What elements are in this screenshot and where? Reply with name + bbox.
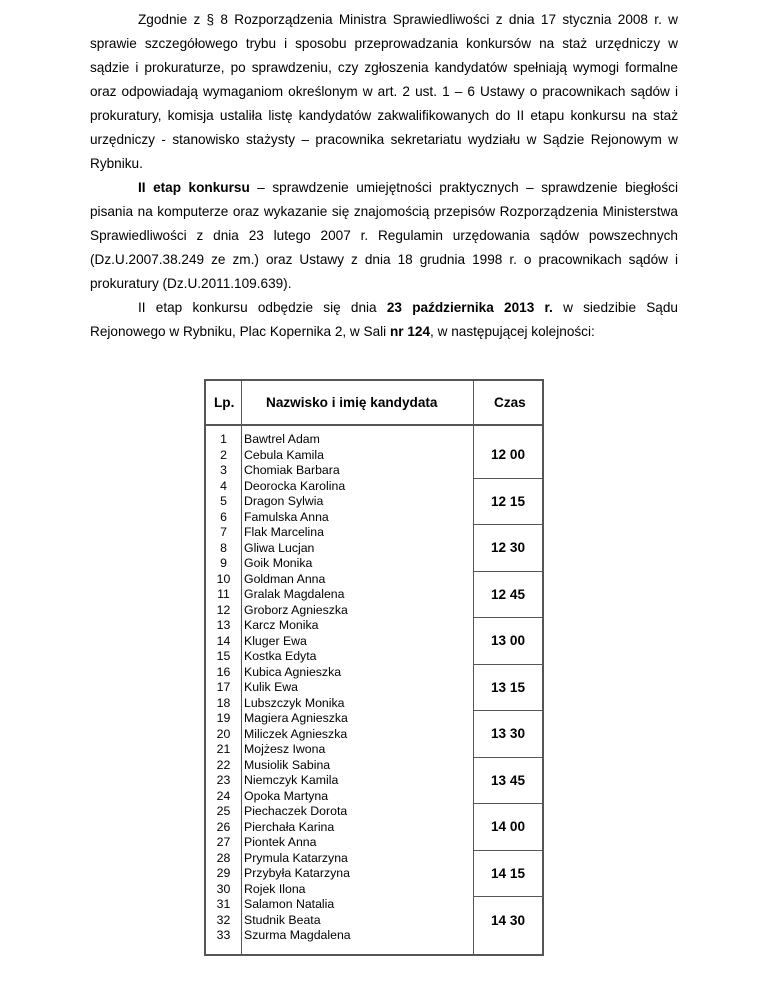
row-number: 20 [216, 726, 231, 741]
candidate-name: Bawtrel Adam [244, 432, 320, 446]
candidate-name: Chomiak Barbara [244, 463, 340, 477]
candidate-name: Rojek Ilona [244, 881, 306, 896]
candidate-name: Karcz Monika [244, 618, 319, 632]
row-number: 32 [216, 912, 231, 927]
candidate-name: Deorocka Karolina [244, 478, 346, 493]
candidate-name: Flak Marcelina [244, 525, 324, 539]
candidate-name: Niemczyk Kamila [244, 773, 339, 787]
row-number: 27 [216, 835, 231, 849]
candidate-name: Kulik Ewa [244, 680, 298, 694]
row-number: 13 [216, 618, 231, 632]
candidate-name: Lubszczyk Monika [244, 695, 345, 710]
candidate-name: Piechaczek Dorota [244, 804, 348, 818]
room-number: nr 124 [389, 324, 431, 339]
paragraph-3-part-a: II etap konkursu odbędzie się dnia [138, 300, 387, 315]
header-lp: Lp. [214, 395, 235, 410]
candidate-table [204, 379, 544, 956]
row-number: 18 [216, 695, 231, 710]
row-number: 28 [216, 850, 231, 865]
candidate-name: Magiera Agnieszka [244, 711, 348, 725]
header-time: Czas [494, 395, 526, 410]
row-number: 12 [216, 602, 231, 617]
time-slot: 13 15 [474, 665, 542, 712]
row-number: 16 [216, 664, 231, 679]
row-number: 24 [216, 788, 231, 803]
row-number: 19 [216, 711, 231, 725]
candidate-name: Goldman Anna [244, 571, 326, 586]
time-slot: 12 45 [474, 572, 542, 619]
row-number: 23 [216, 773, 231, 787]
time-slot: 14 15 [474, 851, 542, 898]
candidate-name: Pierchała Karina [244, 819, 335, 834]
intro-text [90, 8, 678, 344]
row-number: 21 [216, 742, 231, 756]
candidate-name: Groborz Agnieszka [244, 602, 348, 617]
row-number: 5 [220, 494, 227, 508]
paragraph-3-part-c: , w następującej kolejności: [430, 324, 595, 339]
candidate-name: Gralak Magdalena [244, 587, 345, 601]
candidate-name: Famulska Anna [244, 509, 329, 524]
column-divider-1 [241, 381, 242, 954]
row-number: 26 [216, 819, 231, 834]
stage-label: II etap konkursu [138, 180, 250, 195]
row-number: 6 [220, 509, 227, 524]
table-header [206, 381, 542, 426]
paragraph-2 [90, 176, 678, 296]
row-number: 11 [217, 587, 230, 601]
row-number: 7 [220, 525, 227, 539]
candidate-name: Kostka Edyta [244, 649, 317, 663]
paragraph-3-part-b: w siedzibie Sądu Rejonowego w Rybniku, Plac Kopernika 2, w Sali [90, 300, 678, 339]
time-slot: 12 00 [474, 432, 542, 479]
row-number: 4 [220, 478, 227, 493]
row-number: 25 [216, 804, 231, 818]
header-name: Nazwisko i imię kandydata [266, 395, 438, 410]
candidate-name: Szurma Magdalena [244, 928, 351, 942]
paragraph-3 [90, 296, 678, 344]
row-number: 14 [216, 633, 231, 648]
row-number: 2 [220, 447, 227, 462]
candidate-name: Piontek Anna [244, 835, 317, 849]
candidate-name: Cebula Kamila [244, 447, 324, 462]
candidate-name: Przybyła Katarzyna [244, 866, 350, 880]
row-number: 30 [216, 881, 231, 896]
lp-column [206, 432, 241, 944]
candidate-name: Studnik Beata [244, 912, 321, 927]
candidate-name: Opoka Martyna [244, 788, 329, 803]
candidate-name: Miliczek Agnieszka [244, 726, 348, 741]
row-number: 8 [220, 540, 227, 555]
paragraph-1: Zgodnie z § 8 Rozporządzenia Ministra Sprawiedliwości z dnia 17 stycznia 2008 r. w sprawie szczegółowego trybu i sposobu przeprowadzania konkursów na staż urzędniczy w sądzie i prokuraturze, po sprawdzeniu, czy zgłoszenia kandydatów spełniają wymogi formalne oraz odpowiadają wymaganiom określonym w art. 2 ust. 1 – 6 Ustawy o pracownikach sądów i prokuratury, komisja ustaliła listę kandydatów zakwalifikowanych do II etapu konkursu na staż urzędniczy - stanowisko stażysty – pracownika sekretariatu wydziału w Sądzie Rejonowym w Rybniku. [90, 12, 678, 171]
candidate-name: Salamon Natalia [244, 897, 335, 911]
candidate-name: Goik Monika [244, 556, 313, 570]
row-number: 1 [220, 432, 227, 446]
name-column [244, 432, 474, 944]
candidate-name: Prymula Katarzyna [244, 850, 348, 865]
time-slot: 14 00 [474, 804, 542, 851]
row-number: 22 [216, 757, 231, 772]
row-number: 15 [216, 649, 231, 663]
candidate-name: Kubica Agnieszka [244, 664, 342, 679]
row-number: 3 [220, 463, 227, 477]
time-slot: 13 30 [474, 711, 542, 758]
candidate-name: Mojżesz Iwona [244, 742, 326, 756]
row-number: 17 [216, 680, 231, 694]
candidate-name: Gliwa Lucjan [244, 540, 315, 555]
time-slot: 12 15 [474, 479, 542, 526]
row-number: 29 [216, 866, 231, 880]
time-slot: 13 45 [474, 758, 542, 805]
time-slot: 12 30 [474, 525, 542, 572]
stage-description: – sprawdzenie umiejętności praktycznych – sprawdzenie biegłości pisania na komputerze oraz wykazanie się znajomością przepisów Rozporządzenia Ministerstwa Sprawiedliwości z dnia 23 lutego 2007 r. Regulamin urzędowania sądów powszechnych (Dz.U.2007.38.249 ze zm.) oraz Ustawy z dnia 18 grudnia 1998 r. o pracownikach sądów i prokuratury (Dz.U.2011.109.639). [90, 180, 678, 291]
row-number: 31 [216, 897, 231, 911]
candidate-name: Dragon Sylwia [244, 494, 324, 508]
time-slot: 14 30 [490, 912, 526, 928]
candidate-name: Kluger Ewa [244, 633, 307, 648]
row-number: 9 [220, 556, 227, 570]
candidate-name: Musiolik Sabina [244, 757, 331, 772]
time-column [474, 432, 542, 944]
row-number: 10 [216, 571, 231, 586]
row-number: 33 [216, 928, 231, 942]
time-slot: 13 00 [474, 618, 542, 665]
exam-date: 23 października 2013 r. [386, 300, 553, 315]
